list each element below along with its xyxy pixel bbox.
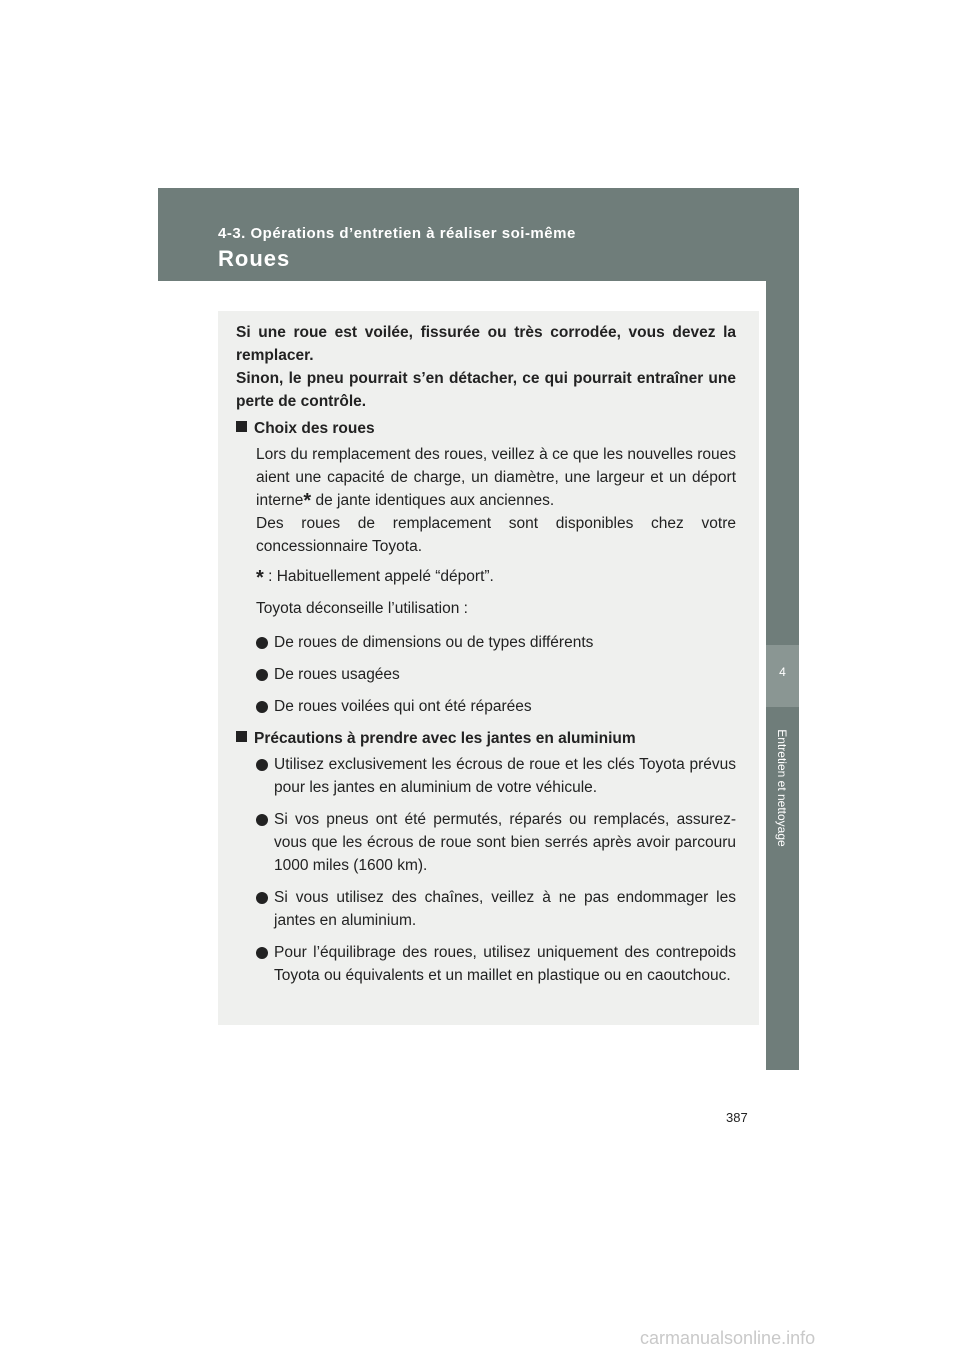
list-item: Si vos pneus ont été permutés, réparés ou remplacés, assurez-vous que les écrous de roue sont bien serrés après avoir parcouru 1000 miles (1600 km). <box>256 808 736 877</box>
list-item: De roues usagées <box>256 663 736 686</box>
heading-text: Précautions à prendre avec les jantes en aluminium <box>254 730 636 747</box>
chapter-number: 4 <box>779 665 786 679</box>
bullet-dot-icon <box>256 892 268 904</box>
list-item: Pour l’équilibrage des roues, utilisez uniquement des contrepoids Toyota ou équivalents et un maillet en plastique ou en caoutchouc. <box>256 941 736 987</box>
chapter-label: Entretien et nettoyage <box>775 729 789 847</box>
bullet-dot-icon <box>256 814 268 826</box>
footnote-text: : Habituellement appelé “déport”. <box>263 568 494 585</box>
intro-warning <box>236 321 736 413</box>
square-bullet-icon <box>236 421 247 432</box>
heading-jantes-aluminium <box>236 730 636 748</box>
asterisk-icon: * <box>256 567 264 589</box>
paragraph-text-b: de jante identiques aux anciennes. <box>311 492 555 509</box>
square-bullet-icon <box>236 731 247 742</box>
bullet-dot-icon <box>256 637 268 649</box>
list-item: Si vous utilisez des chaînes, veillez à ne pas endommager les jantes en aluminium. <box>256 886 736 932</box>
bullet-dot-icon <box>256 759 268 771</box>
page-title: Roues <box>218 246 291 271</box>
list-item: De roues de dimensions ou de types différents <box>256 631 736 654</box>
paragraph-text-a: Lors du remplacement des roues, veillez à ce que les nouvelles roues aient une capacité de charge, un diamètre, une largeur et un déport interne <box>256 446 736 509</box>
heading-choix-des-roues <box>236 420 375 438</box>
lead-text: Toyota déconseille l’utilisation : <box>256 600 468 617</box>
asterisk-icon: * <box>303 490 312 512</box>
intro-line-1: Si une roue est voilée, fissurée ou très corrodée, vous devez la remplacer. <box>236 324 736 364</box>
paragraph-selection <box>256 443 736 512</box>
section-label: 4-3. Opérations d’entretien à réaliser soi-même <box>218 225 576 242</box>
paragraph-availability: Des roues de remplacement sont disponibles chez votre concessionnaire Toyota. <box>256 515 736 555</box>
bullet-dot-icon <box>256 947 268 959</box>
page-number: 387 <box>726 1110 748 1125</box>
heading-text: Choix des roues <box>254 420 375 437</box>
side-tab-upper <box>766 281 799 645</box>
watermark[interactable]: carmanualsonline.info <box>640 1328 816 1348</box>
intro-line-2: Sinon, le pneu pourrait s’en détacher, ce qui pourrait entraîner une perte de contrôle. <box>236 370 736 410</box>
bullet-dot-icon <box>256 669 268 681</box>
list-item: De roues voilées qui ont été réparées <box>256 695 736 718</box>
footnote <box>256 567 494 590</box>
list-item: Utilisez exclusivement les écrous de roue et les clés Toyota prévus pour les jantes en aluminium de votre véhicule. <box>256 753 736 799</box>
bullet-dot-icon <box>256 701 268 713</box>
